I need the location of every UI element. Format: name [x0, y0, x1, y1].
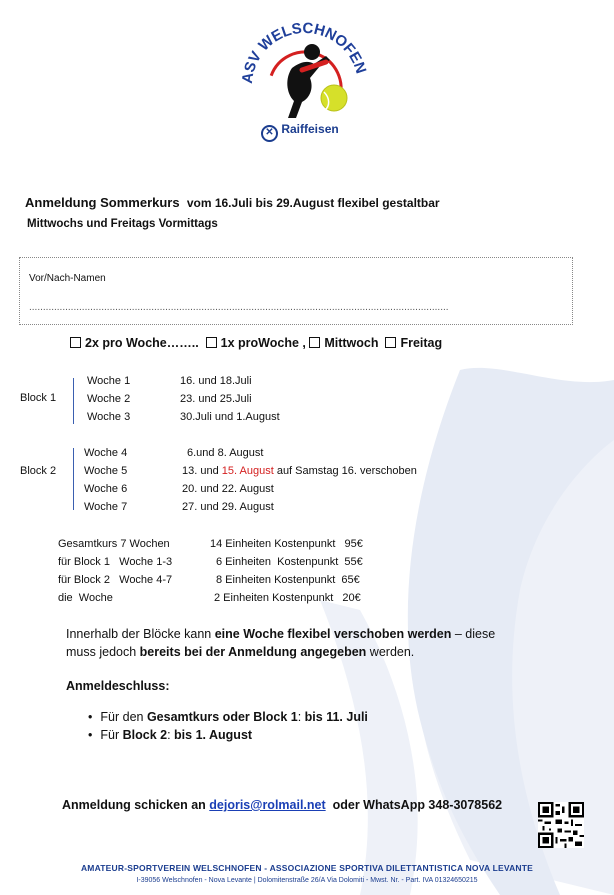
option-1x-label: 1x proWoche , — [220, 336, 306, 350]
block1-label: Block 1 — [20, 392, 57, 404]
block2-bracket — [73, 448, 78, 510]
sponsor-name: Raiffeisen — [281, 122, 339, 136]
deadline-item: • Für den Gesamtkurs oder Block 1: bis 11. Juli — [88, 710, 368, 724]
week5-dates-start: 13. und — [182, 465, 222, 477]
note-text: werden. — [366, 645, 415, 659]
price-label: Gesamtkurs 7 Wochen — [58, 538, 170, 550]
deadline-text: Für den — [100, 710, 147, 724]
note-bold: eine Woche flexibel verschoben werden — [214, 627, 452, 641]
deadline-bold: Gesamtkurs oder Block 1 — [146, 710, 298, 724]
note-text: muss jedoch — [66, 645, 140, 659]
club-name-arc: ASV WELSCHNOFEN — [238, 19, 370, 85]
page-title — [25, 195, 440, 210]
checkbox-freitag[interactable] — [385, 337, 396, 348]
week-label: Woche 3 — [87, 411, 131, 423]
week-label: Woche 7 — [84, 501, 128, 513]
block2-label: Block 2 — [20, 465, 57, 477]
week-dates: 23. und 25.Juli — [180, 393, 252, 405]
checkbox-1x[interactable] — [206, 337, 217, 348]
option-2x-label: 2x pro Woche…….. — [85, 336, 199, 350]
week-label: Woche 6 — [84, 483, 128, 495]
club-logo — [230, 8, 380, 128]
email-link[interactable]: dejoris@rolmail.net — [209, 798, 326, 812]
deadline-text: : — [167, 728, 175, 742]
checkbox-2x[interactable] — [70, 337, 81, 348]
deadline-bold: Block 2 — [122, 728, 168, 742]
week-dates: 16. und 18.Juli — [180, 375, 252, 387]
price-value: 2 Einheiten Kostenpunkt 20€ — [214, 592, 361, 604]
qr-code-icon[interactable] — [538, 802, 584, 848]
option-mittwoch-label: Mittwoch — [324, 336, 379, 350]
footer-association: AMATEUR-SPORTVEREIN WELSCHNOFEN - ASSOCIAZIONE SPORTIVA DILETTANTISTICA NOVA LEVANTE — [80, 863, 534, 873]
week-dates: 30.Juli und 1.August — [180, 411, 280, 423]
week-dates: 27. und 29. August — [182, 501, 274, 513]
week-label: Woche 2 — [87, 393, 131, 405]
raiffeisen-icon: ✕ — [261, 125, 278, 142]
week5-dates-end: auf Samstag 16. verschoben — [273, 465, 417, 477]
footer-address: I-39056 Welschnofen - Nova Levante | Dolomitenstraße 26/A Via Dolomiti - Mwst. Nr. - Part. IVA 01324650215 — [136, 877, 478, 884]
name-field-box[interactable] — [19, 257, 573, 325]
tennis-ball-icon — [321, 85, 347, 111]
price-label: für Block 2 Woche 4-7 — [58, 574, 173, 586]
week-dates: 6.und 8. August — [187, 447, 264, 459]
deadline-text: Für — [100, 728, 123, 742]
price-value: 6 Einheiten Kostenpunkt 55€ — [216, 556, 363, 568]
sponsor-logo — [261, 122, 339, 142]
note-text: Innerhalb der Blöcke kann — [66, 627, 215, 641]
subtitle: Mittwochs und Freitags Vormittags — [27, 218, 218, 230]
week5-dates-highlight: 15. August — [221, 465, 274, 477]
note-bold: bereits bei der Anmeldung angegeben — [139, 645, 367, 659]
week-label: Woche 4 — [84, 447, 128, 459]
note-text: – diese — [451, 627, 496, 641]
deadline-item: • Für Block 2: bis 1. August — [88, 728, 253, 742]
checkbox-mittwoch[interactable] — [309, 337, 320, 348]
name-field-label: Vor/Nach-Namen — [29, 273, 106, 284]
contact-prefix: Anmeldung schicken an — [62, 798, 210, 812]
week-label: Woche 5 — [84, 465, 128, 477]
name-field-line[interactable]: ....................................................................................................................................................... — [29, 302, 449, 313]
block1-bracket — [73, 378, 78, 424]
option-freitag-label: Freitag — [400, 336, 443, 350]
week-dates — [182, 465, 417, 477]
options-row — [70, 336, 442, 350]
week-label: Woche 1 — [87, 375, 131, 387]
price-label: die Woche — [58, 592, 113, 604]
deadline-text: : — [297, 710, 305, 724]
deadline-title: Anmeldeschluss: — [66, 679, 170, 693]
price-value: 14 Einheiten Kostenpunkt 95€ — [210, 538, 363, 550]
week-dates: 20. und 22. August — [182, 483, 274, 495]
flex-note — [66, 625, 556, 661]
deadline-bold: bis 1. August — [174, 728, 253, 742]
price-value: 8 Einheiten Kostenpunkt 65€ — [216, 574, 360, 586]
title-text: Anmeldung Sommerkurs — [25, 195, 180, 210]
contact-line — [62, 796, 502, 814]
deadline-bold: bis 11. Juli — [304, 710, 368, 724]
contact-whatsapp: oder WhatsApp 348-3078562 — [325, 798, 503, 812]
period-text: vom 16.Juli bis 29.August flexibel gestaltbar — [186, 196, 440, 210]
price-label: für Block 1 Woche 1-3 — [58, 556, 173, 568]
